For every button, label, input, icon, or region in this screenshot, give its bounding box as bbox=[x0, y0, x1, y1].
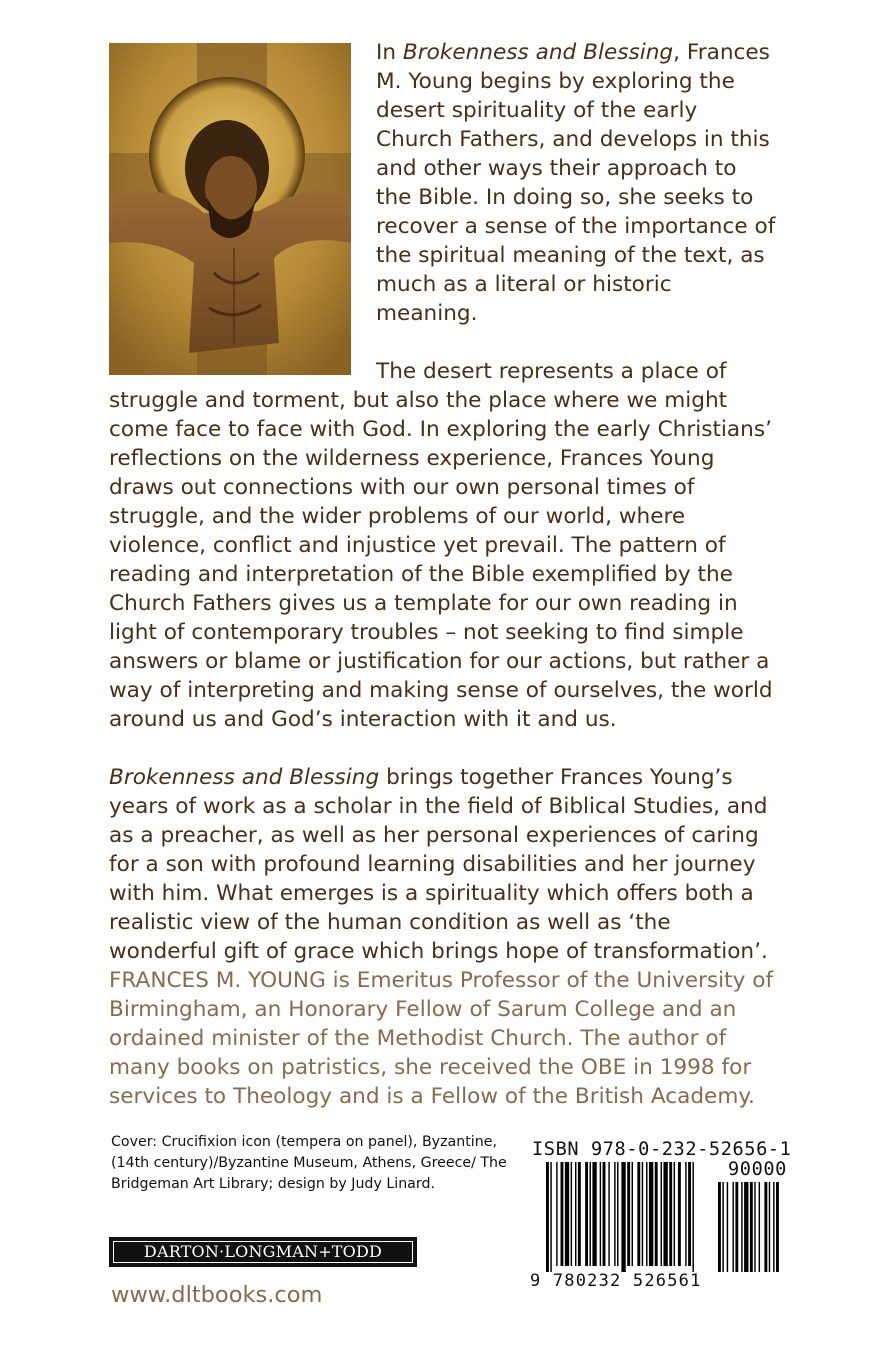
addon-bar bbox=[754, 1182, 755, 1272]
addon-bar bbox=[776, 1182, 779, 1272]
addon-bar bbox=[773, 1182, 774, 1272]
barcode-bar bbox=[585, 1162, 588, 1266]
barcode-bar bbox=[614, 1162, 615, 1266]
addon-bar bbox=[733, 1182, 734, 1272]
addon-bar bbox=[741, 1182, 742, 1272]
barcode-bar bbox=[692, 1162, 693, 1272]
barcode-bar bbox=[608, 1162, 609, 1266]
barcode-bar bbox=[617, 1162, 618, 1266]
barcode-bar bbox=[603, 1162, 606, 1266]
barcode-bar bbox=[556, 1162, 557, 1266]
barcode-bar bbox=[669, 1162, 672, 1266]
barcode-digits: 9 780232 526561 bbox=[530, 1271, 702, 1291]
price-code: 90000 bbox=[728, 1159, 787, 1180]
author-bio: FRANCES M. YOUNG is Emeritus Professor of the University of Birmingham, an Honorary Fellow of Sarum College and an ordained minister of the Methodist Church. The author of many books on patristics, she received the OBE in 1998 for services to Theology and is a Fellow of the British Academy. bbox=[109, 968, 774, 1109]
isbn-barcode bbox=[528, 1158, 798, 1272]
barcode-bars bbox=[546, 1162, 694, 1272]
barcode-bar bbox=[688, 1162, 691, 1266]
blurb-text bbox=[109, 38, 777, 966]
barcode-bar bbox=[578, 1162, 581, 1266]
addon-bar bbox=[759, 1182, 760, 1272]
blurb-paragraph-3 bbox=[109, 763, 777, 966]
addon-bar bbox=[744, 1182, 748, 1272]
barcode-bar bbox=[649, 1162, 653, 1266]
barcode-bar bbox=[600, 1162, 601, 1266]
blurb-p3-body: brings together Frances Young’s years of work as a scholar in the field of Biblical Studies, and as a preacher, as well as her personal experiences of caring for a son with profound learning disabilities and her journey with him. What emerges is a spirituality which offers both a realistic view of the human condition as well as ‘the wonderful gift of grace which brings hope of transformation’. bbox=[109, 765, 768, 964]
publisher-name: DARTON·LONGMAN+TODD bbox=[113, 1241, 413, 1263]
barcode-bar bbox=[646, 1162, 647, 1266]
book-title-italic: Brokenness and Blessing bbox=[402, 40, 674, 65]
image-float-spacer bbox=[109, 38, 376, 371]
book-title-italic: Brokenness and Blessing bbox=[109, 765, 380, 790]
addon-bar bbox=[735, 1182, 738, 1272]
barcode-bar bbox=[661, 1162, 662, 1266]
addon-bar bbox=[722, 1182, 723, 1272]
barcode-bar bbox=[674, 1162, 675, 1266]
addon-bar bbox=[718, 1182, 721, 1272]
barcode-bar bbox=[571, 1162, 572, 1266]
barcode-bar bbox=[592, 1162, 596, 1266]
addon-barcode-bars bbox=[718, 1182, 779, 1272]
blurb-paragraph-2: The desert represents a place of struggle and torment, but also the place where we might come face to face with God. In exploring the early Christians’ reflections on the wilderness experience, Frances Young draws out connections with our own personal times of struggle, and the wider problems of our world, where violence, conflict and injustice yet prevail. The pattern of reading and interpretation of the Bible exemplified by the Church Fathers gives us a template for our own reading in light of contemporary troubles – not seeking to find simple answers or blame or justification for our actions, but rather a way of interpreting and making sense of ourselves, the world around us and God’s interaction with it and us. bbox=[109, 359, 773, 732]
barcode-bar bbox=[575, 1162, 576, 1266]
barcode-bar bbox=[546, 1162, 549, 1272]
publisher-logo bbox=[109, 1237, 417, 1267]
barcode-bar bbox=[685, 1162, 686, 1266]
barcode-bar bbox=[550, 1162, 551, 1272]
barcode-bar bbox=[678, 1162, 681, 1266]
barcode-bar bbox=[642, 1162, 643, 1266]
blurb-p1-intro: In bbox=[376, 40, 403, 65]
blurb-p1-body: , Frances M. Young begins by exploring the desert spirituality of the early Church Fathers, and develops in this and other ways their approach to the Bible. In doing so, she seeks to recover a sense of the importance of the spiritual meaning of the text, as much as a literal or historic meaning. bbox=[376, 40, 776, 326]
barcode-bar bbox=[655, 1162, 658, 1266]
barcode-bar bbox=[663, 1162, 667, 1266]
website-link[interactable]: www.dltbooks.com bbox=[111, 1282, 323, 1308]
cover-credit: Cover: Crucifixion icon (tempera on panel), Byzantine, (14th century)/Byzantine Museum, Athens, Greece/ The Bridgeman Art Library; design by Judy Linard. bbox=[111, 1134, 507, 1192]
addon-bar bbox=[727, 1182, 728, 1272]
barcode-bar bbox=[561, 1162, 564, 1266]
addon-bar bbox=[769, 1182, 770, 1272]
barcode-bar bbox=[621, 1162, 625, 1272]
addon-bar bbox=[764, 1182, 767, 1272]
addon-bar bbox=[750, 1182, 753, 1272]
isbn-number: ISBN 978-0-232-52656-1 bbox=[532, 1139, 792, 1160]
barcode-bar bbox=[637, 1162, 640, 1266]
barcode-bar bbox=[627, 1162, 630, 1266]
barcode-bar bbox=[590, 1162, 591, 1266]
barcode-bar bbox=[632, 1162, 633, 1266]
barcode-bar bbox=[565, 1162, 569, 1266]
